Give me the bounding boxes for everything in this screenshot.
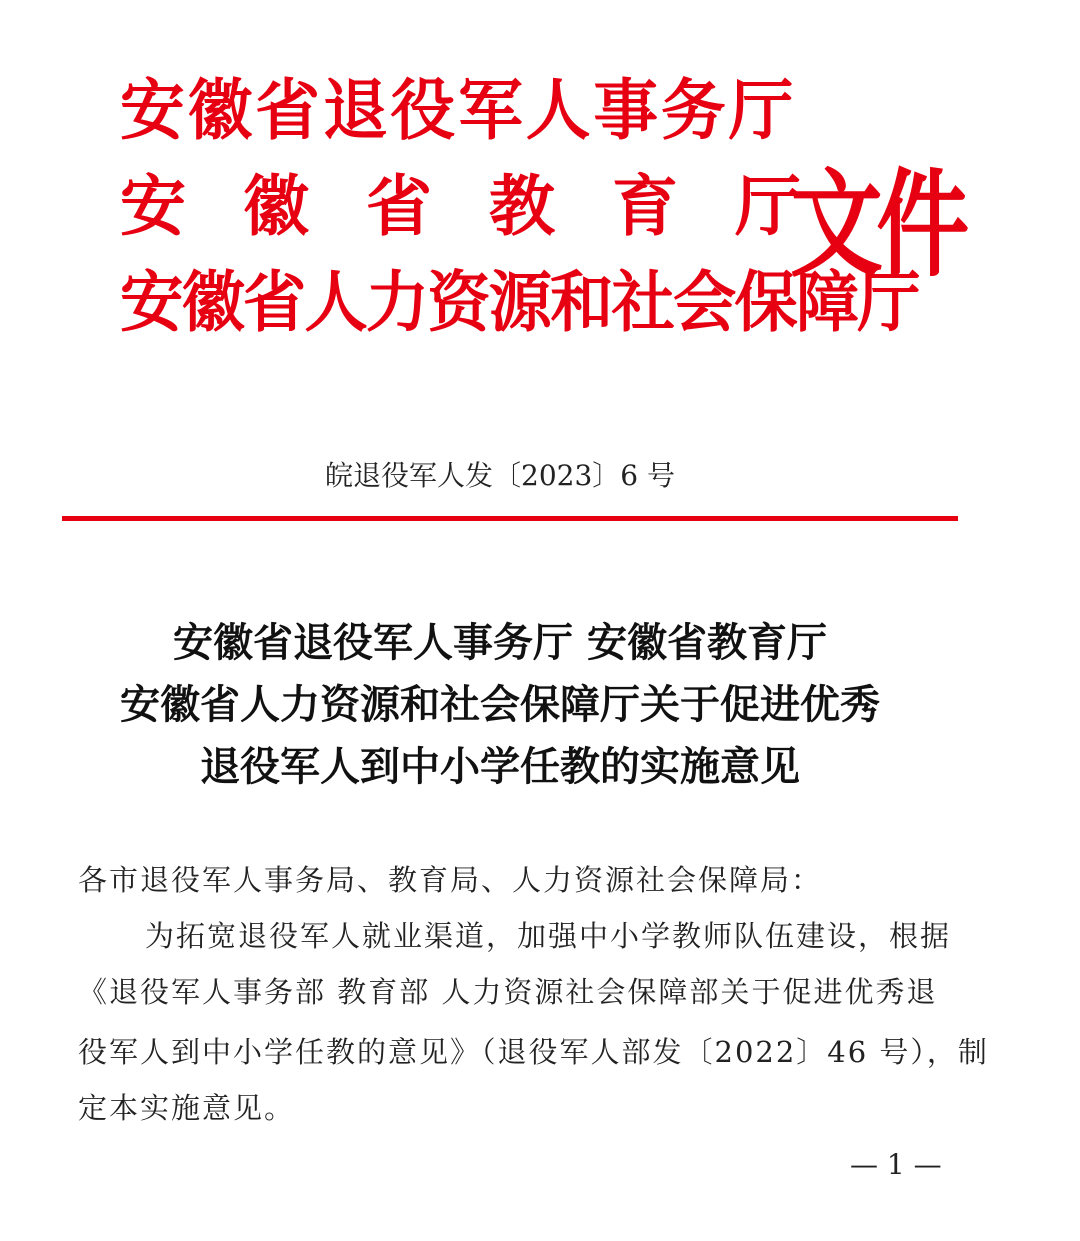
red-divider (62, 516, 958, 521)
document-label: 文件 (790, 157, 963, 293)
red-header (120, 70, 963, 360)
agency-name-education: 安徽省教育厅 (120, 167, 858, 245)
salutation: 各市退役军人事务局、教育局、人力资源社会保障局： (78, 863, 823, 897)
document-title-line-1: 安徽省退役军人事务厅 安徽省教育厅 (173, 619, 827, 666)
body-line: 定本实施意见。 (78, 1091, 296, 1125)
agency-name-veterans: 安徽省退役军人事务厅 (120, 71, 797, 149)
body-line: 《退役军人事务部 教育部 人力资源社会保障部关于促进优秀退 (78, 975, 938, 1009)
page-number: — 1 — (850, 1148, 942, 1181)
document-title-line-2: 安徽省人力资源和社会保障厅关于促进优秀 (120, 681, 880, 728)
agency-name-human-resources: 安徽省人力资源和社会保障厅 (120, 263, 919, 341)
document-number: 皖退役军人发〔2023〕6 号 (325, 459, 675, 492)
body-line: 役军人到中小学任教的意见》（退役军人部发〔2022〕46 号），制 (78, 1035, 989, 1069)
document-title-line-3: 退役军人到中小学任教的实施意见 (200, 743, 800, 790)
body-line: 为拓宽退役军人就业渠道，加强中小学教师队伍建设，根据 (145, 919, 952, 953)
